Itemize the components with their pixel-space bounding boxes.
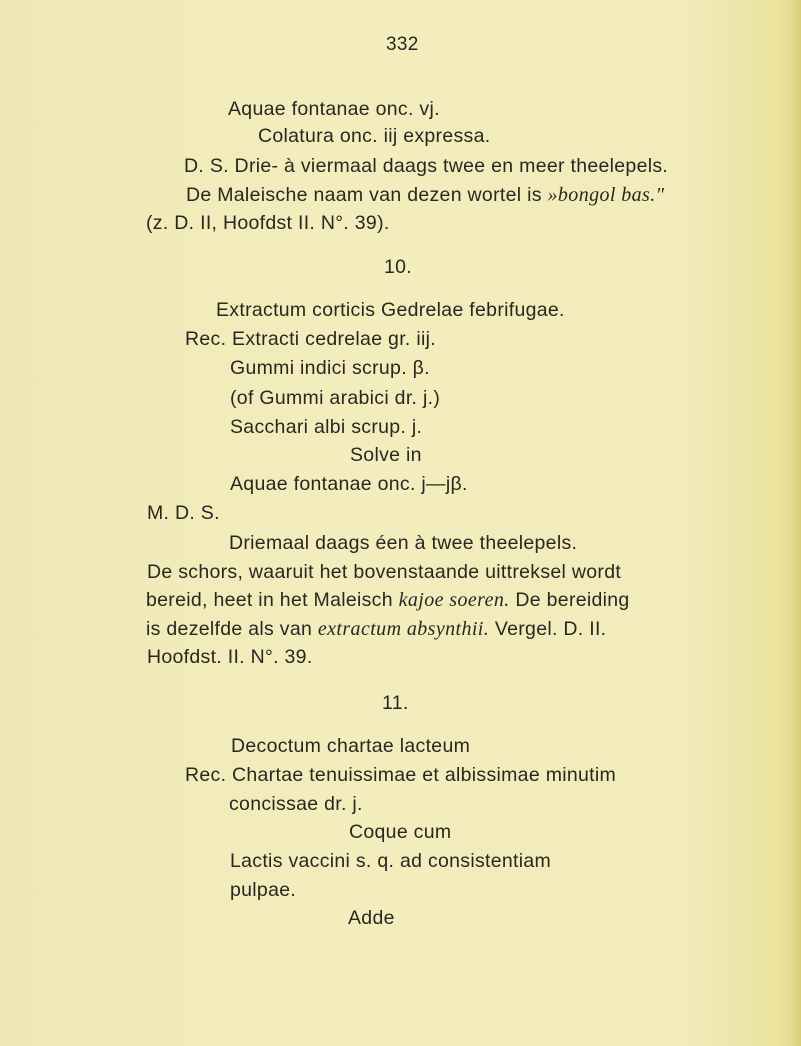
page-edge: [789, 0, 801, 1046]
catchword: Adde: [348, 907, 395, 929]
para-line-2-c: De bereiding: [509, 589, 630, 611]
recipe-line-arabici: (of Gummi arabici dr. j.): [230, 387, 441, 409]
para-line-1: [147, 560, 785, 584]
text-line-4: [186, 183, 664, 207]
para-line-4: Hoofdst. II. N°. 39.: [147, 646, 313, 668]
para-line-3-a: is dezelfde als van: [146, 618, 318, 640]
para-line-2: [146, 588, 630, 612]
dosage-line: Driemaal daags éen à twee theelepels.: [229, 532, 578, 554]
page-number: 332: [386, 34, 419, 55]
recipe-line-chartae: Rec. Chartae tenuissimae et albissimae minutim: [185, 764, 617, 786]
kajoe-soeren: kajoe soeren.: [398, 589, 510, 611]
recipe-line-concissae: concissae dr. j.: [229, 793, 363, 815]
text-line-4-part: De Maleische naam van dezen wortel is: [186, 184, 548, 206]
recipe-line-solve: Solve in: [350, 444, 422, 466]
para-line-3-c: Vergel. D. II.: [489, 618, 607, 640]
recipe-line-coque: Coque cum: [349, 821, 452, 843]
recipe-line-sacchari: Sacchari albi scrup. j.: [230, 416, 423, 438]
recipe-line-rec: Rec. Extracti cedrelae gr. iij.: [185, 328, 436, 350]
text-line-5: (z. D. II, Hoofdst II. N°. 39).: [146, 212, 390, 234]
para-line-2-a: bereid, heet in het Maleisch: [146, 589, 399, 611]
recipe-title-11: Decoctum chartae lacteum: [231, 735, 471, 757]
recipe-line-lactis: Lactis vaccini s. q. ad consistentiam: [230, 850, 552, 872]
text-line-1: Aquae fontanae onc. vj.: [228, 98, 440, 120]
section-number-11: 11.: [382, 692, 409, 714]
text-line-2: Colatura onc. iij expressa.: [258, 125, 491, 147]
para-line-3: [146, 617, 606, 641]
recipe-line-pulpae: pulpae.: [230, 879, 297, 901]
section-number-10: 10.: [384, 256, 413, 278]
recipe-line-aquae: Aquae fontanae onc. j—jβ.: [230, 473, 468, 495]
text-line-3: D. S. Drie- à viermaal daags twee en meer theelepels.: [184, 155, 669, 177]
maleische-naam: »bongol bas.": [547, 184, 665, 206]
recipe-line-gummi: Gummi indici scrup. β.: [230, 357, 430, 379]
recipe-line-mds: M. D. S.: [147, 502, 220, 524]
extractum-absynthii: extractum absynthii.: [317, 618, 490, 640]
recipe-title-10: Extractum corticis Gedrelae febrifugae.: [216, 299, 565, 321]
para-line-1-text: De schors, waaruit het bovenstaande uittreksel wordt: [147, 561, 622, 583]
